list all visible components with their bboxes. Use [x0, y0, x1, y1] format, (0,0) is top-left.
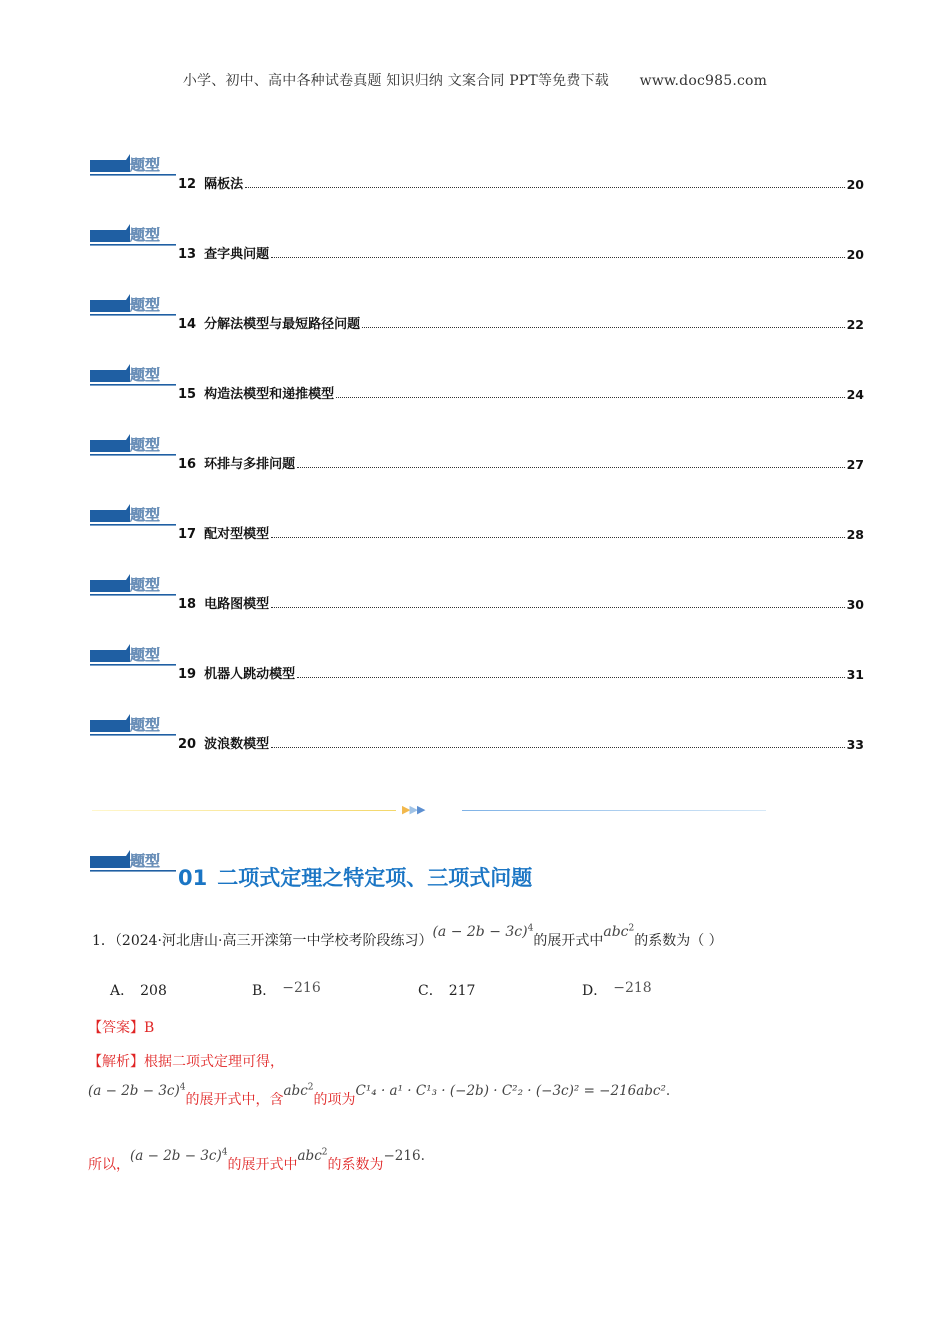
- toc-badge: [90, 224, 176, 246]
- header-text: 小学、初中、高中各种试卷真题 知识归纳 文案合同 PPT等免费下载: [182, 73, 609, 89]
- conclusion-expression: $(a - 2b - 3c)^4$: [130, 1147, 228, 1164]
- badge-icon: [90, 434, 176, 458]
- toc-title: 隔板法: [204, 177, 244, 192]
- badge-icon: [90, 154, 176, 178]
- question-source: （2024·河北唐山·高三开滦第一中学校考阶段练习）: [114, 933, 433, 949]
- question-1: [92, 923, 723, 950]
- toc-badge: [90, 434, 176, 456]
- toc-title: 构造法模型和递推模型: [204, 387, 335, 402]
- toc-leader: [336, 396, 844, 398]
- conclusion-term: abc$^2$: [297, 1147, 328, 1164]
- analysis-text: 根据二项式定理可得，: [144, 1054, 284, 1070]
- toc-entry[interactable]: [178, 314, 864, 332]
- toc-leader: [297, 676, 844, 678]
- toc-page: 20: [846, 247, 864, 262]
- badge-icon: [90, 714, 176, 738]
- toc-entry[interactable]: [178, 174, 864, 192]
- badge-icon: [90, 574, 176, 598]
- analysis-term: abc$^2$: [283, 1082, 314, 1099]
- svg-text:题型: 题型: [130, 646, 161, 664]
- toc-title: 电路图模型: [204, 597, 270, 612]
- toc-number: 18: [178, 597, 197, 612]
- answer-value: B: [144, 1020, 155, 1036]
- svg-text:题型: 题型: [130, 506, 161, 524]
- svg-text:题型: 题型: [130, 436, 161, 454]
- toc-number: 16: [178, 457, 197, 472]
- toc-page: 30: [846, 597, 864, 612]
- toc-entry[interactable]: [178, 664, 864, 682]
- toc-badge: [90, 644, 176, 666]
- conclusion-text-c: 的系数为: [327, 1157, 384, 1173]
- toc-title: 分解法模型与最短路径问题: [204, 317, 361, 332]
- section-number: 01: [178, 866, 208, 890]
- toc-page: 31: [846, 667, 864, 682]
- toc-entry[interactable]: [178, 454, 864, 472]
- toc-badge: [90, 364, 176, 386]
- option-c[interactable]: C． 217: [418, 983, 476, 999]
- question-end-text: 的系数为（ ）: [634, 933, 723, 949]
- toc-leader: [271, 536, 844, 538]
- svg-text:题型: 题型: [130, 296, 161, 314]
- answer-label: 【答案】: [88, 1020, 144, 1036]
- toc-number: 17: [178, 527, 197, 542]
- toc-badge: [90, 504, 176, 526]
- analysis-line-2: [88, 1082, 671, 1109]
- badge-icon: [90, 504, 176, 528]
- svg-text:题型: 题型: [130, 226, 161, 244]
- analysis-text-b: 的项为: [313, 1092, 356, 1108]
- toc-number: 19: [178, 667, 197, 682]
- conclusion-text-a: 所以，: [88, 1157, 130, 1173]
- analysis-expression: $(a - 2b - 3c)^4$: [88, 1082, 186, 1099]
- svg-text:题型: 题型: [130, 576, 161, 594]
- section-title-text: 二项式定理之特定项、三项式问题: [217, 866, 533, 890]
- toc-entry[interactable]: [178, 384, 864, 402]
- toc-leader: [271, 746, 844, 748]
- svg-text:题型: 题型: [130, 716, 161, 734]
- toc-page: 33: [846, 737, 864, 752]
- question-expression: $(a - 2b - 3c)^4$: [432, 923, 534, 940]
- conclusion-value: −216: [383, 1148, 421, 1164]
- option-a[interactable]: A． 208: [110, 983, 167, 999]
- toc-title: 查字典问题: [204, 247, 270, 262]
- svg-text:题型: 题型: [130, 852, 161, 870]
- toc-badge: [90, 154, 176, 176]
- toc-page: 27: [846, 457, 864, 472]
- toc-entry[interactable]: [178, 524, 864, 542]
- toc-page: 28: [846, 527, 864, 542]
- conclusion-period: .: [420, 1148, 425, 1164]
- analysis-period: .: [665, 1083, 671, 1099]
- option-b[interactable]: B． −216: [252, 980, 321, 999]
- toc-number: 13: [178, 247, 197, 262]
- question-number: 1．: [92, 933, 115, 949]
- section-badge: [90, 850, 176, 872]
- analysis-text-a: 的展开式中，含: [185, 1092, 284, 1108]
- toc-leader: [362, 326, 844, 328]
- toc-number: 15: [178, 387, 197, 402]
- toc-leader: [271, 606, 844, 608]
- section-divider: [92, 804, 766, 818]
- toc-title: 波浪数模型: [204, 737, 270, 752]
- question-term: abc$^2$: [603, 923, 635, 940]
- svg-text:题型: 题型: [130, 156, 161, 174]
- badge-icon: [90, 850, 176, 874]
- answer: [88, 1017, 154, 1037]
- toc-page: 22: [846, 317, 864, 332]
- toc-number: 12: [178, 177, 197, 192]
- toc-leader: [245, 186, 844, 188]
- arrow-icons: ▶▶▶: [402, 803, 425, 816]
- toc-title: 机器人跳动模型: [204, 667, 296, 682]
- question-mid-text: 的展开式中: [533, 933, 604, 949]
- badge-icon: [90, 644, 176, 668]
- toc-number: 14: [178, 317, 197, 332]
- analysis-line-1: [88, 1051, 284, 1071]
- toc-entry[interactable]: [178, 734, 864, 752]
- toc-badge: [90, 714, 176, 736]
- analysis-label: 【解析】: [88, 1054, 144, 1070]
- toc-entry[interactable]: [178, 594, 864, 612]
- toc-entry[interactable]: [178, 244, 864, 262]
- option-d[interactable]: D． −218: [582, 980, 652, 999]
- toc-leader: [271, 256, 844, 258]
- page-header: [0, 70, 950, 90]
- conclusion-text-b: 的展开式中: [227, 1157, 298, 1173]
- toc-number: 20: [178, 737, 197, 752]
- badge-icon: [90, 364, 176, 388]
- toc-page: 20: [846, 177, 864, 192]
- section-title: [178, 862, 532, 892]
- analysis-line-3: [88, 1147, 425, 1174]
- badge-icon: [90, 224, 176, 248]
- toc-page: 24: [846, 387, 864, 402]
- analysis-formula: C¹₄ · a¹ · C¹₃ · (−2b) · C²₂ · (−3c)² = −216abc²: [355, 1083, 666, 1099]
- badge-icon: [90, 294, 176, 318]
- toc-badge: [90, 294, 176, 316]
- toc-badge: [90, 574, 176, 596]
- svg-text:题型: 题型: [130, 366, 161, 384]
- header-url[interactable]: www.doc985.com: [639, 73, 768, 89]
- toc-leader: [297, 466, 844, 468]
- toc-title: 环排与多排问题: [204, 457, 296, 472]
- toc-title: 配对型模型: [204, 527, 270, 542]
